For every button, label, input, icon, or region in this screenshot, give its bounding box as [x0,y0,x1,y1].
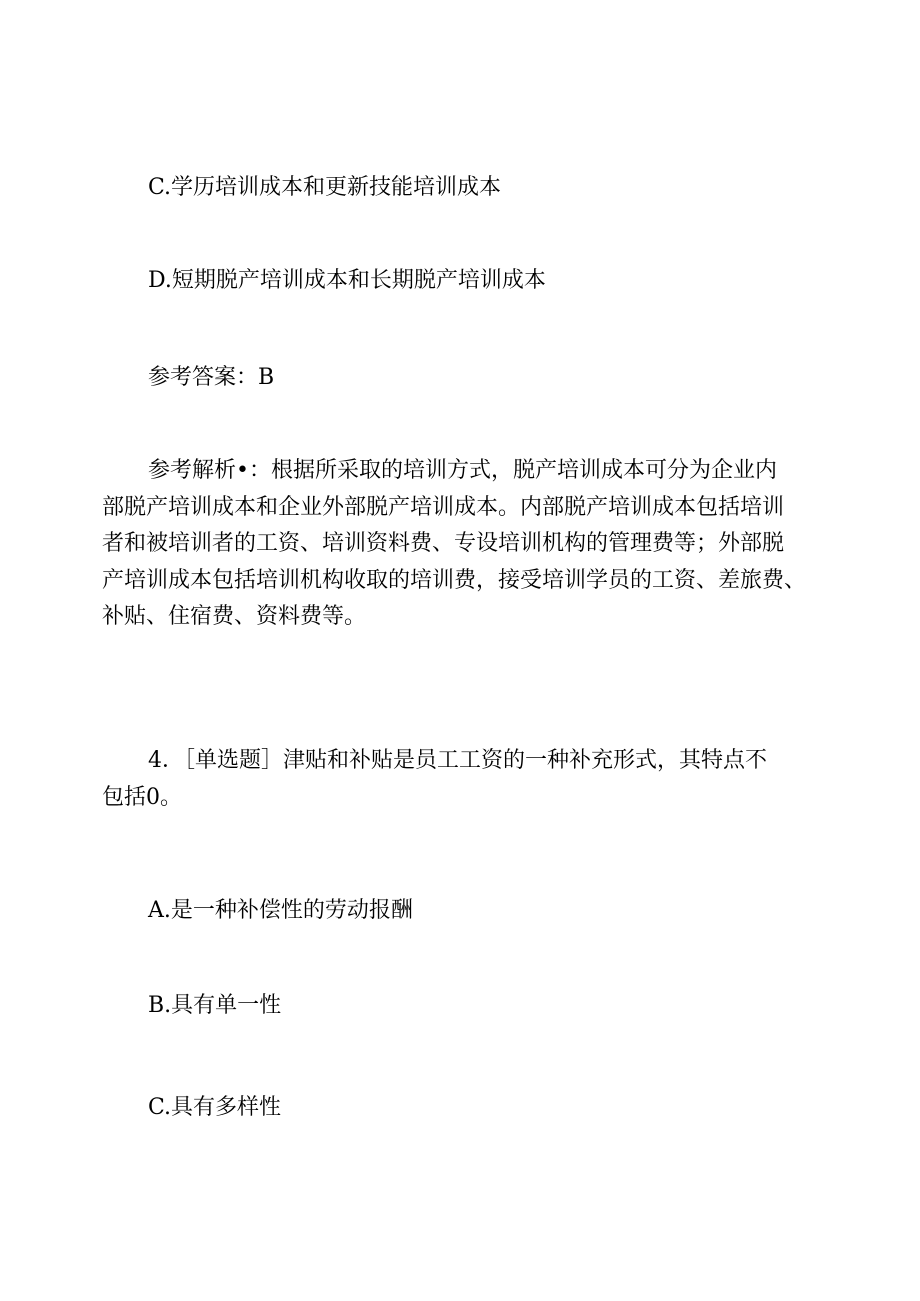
analysis-line: 部脱产培训成本和企业外部脱产培训成本。内部脱产培训成本包括培训 [102,494,785,520]
option-c-text: C.学历培训成本和更新技能培训成本 [148,175,502,200]
question-4-stem [102,743,767,816]
question-stem-line: 4．［单选题］津贴和补贴是员工工资的一种补充形式，其特点不 [148,748,767,773]
option-a-text: A.是一种补偿性的劳动报酬 [148,898,413,923]
question-stem-line: 包括0。 [102,784,182,810]
analysis-line: 产培训成本包括培训机构收取的培训费，接受培训学员的工资、差旅费、 [102,567,807,593]
analysis-line: 补贴、住宿费、资料费等。 [102,604,367,629]
option-c-text-q4: C.具有多样性 [148,1095,282,1120]
option-b-text: B.具有单一性 [148,993,282,1018]
reference-analysis [102,453,806,636]
reference-answer: 参考答案：B [148,365,275,390]
analysis-line: 参考解析•：根据所采取的培训方式，脱产培训成本可分为企业内 [148,458,777,483]
analysis-line: 者和被培训者的工资、培训资料费、专设培训机构的管理费等；外部脱 [102,531,785,556]
option-d-text: D.短期脱产培训成本和长期脱产培训成本 [148,268,546,293]
